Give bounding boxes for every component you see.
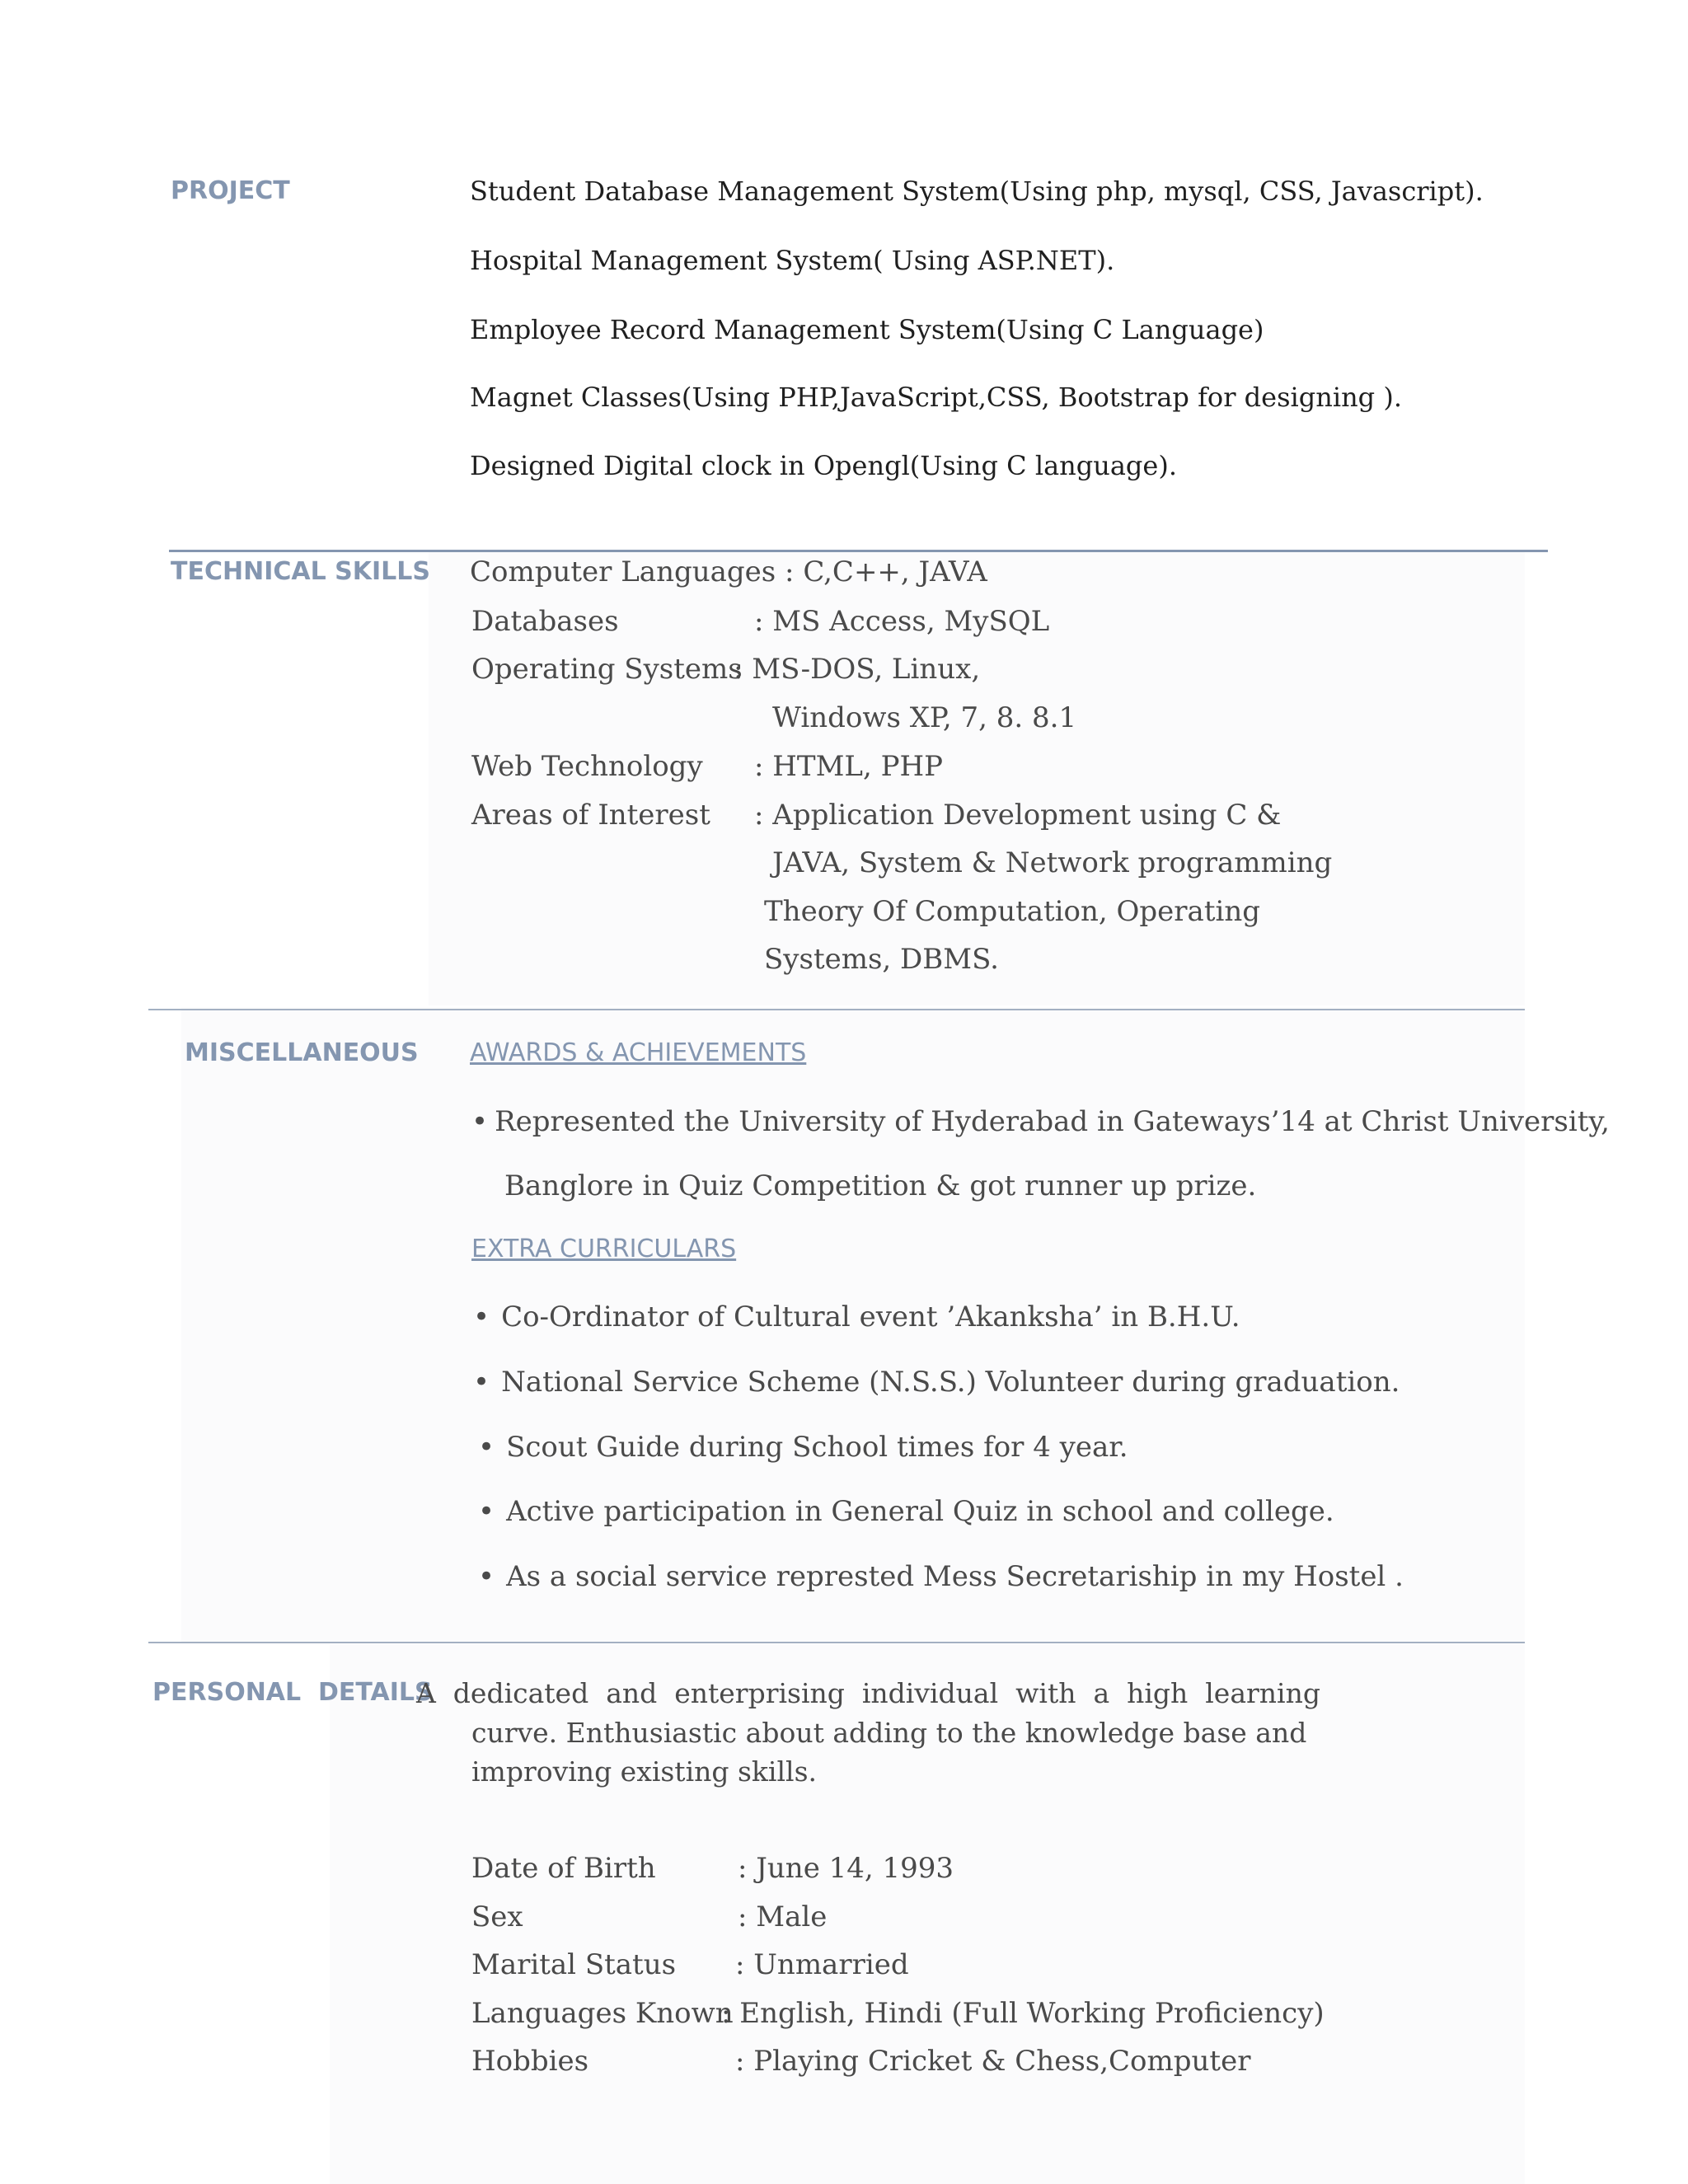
areas-of-interest-value: Systems, DBMS. xyxy=(764,943,999,976)
languages-known-key: Languages Known xyxy=(471,1997,734,2030)
bullet-icon: • xyxy=(473,1366,490,1399)
project-label: PROJECT xyxy=(171,176,290,205)
extra-text: National Service Scheme (N.S.S.) Volunteer during graduation. xyxy=(501,1366,1400,1399)
project-item: Magnet Classes(Using PHP,JavaScript,CSS, Bootstrap for designing ). xyxy=(470,382,1402,413)
section-divider xyxy=(148,1009,1525,1010)
bullet-icon: • xyxy=(478,1431,495,1464)
web-technology-value: : HTML, PHP xyxy=(754,750,944,783)
miscellaneous-label: MISCELLANEOUS xyxy=(185,1038,419,1067)
databases-value: : MS Access, MySQL xyxy=(754,605,1050,638)
project-item: Designed Digital clock in Opengl(Using C language). xyxy=(470,450,1177,481)
bullet-icon: • xyxy=(473,1301,490,1333)
award-item xyxy=(471,1104,1610,1139)
web-technology-key: Web Technology xyxy=(471,750,703,783)
extra-item xyxy=(473,1300,1240,1334)
extra-text: Scout Guide during School times for 4 year. xyxy=(506,1431,1128,1464)
project-item: Employee Record Management System(Using C Language) xyxy=(470,314,1264,345)
marital-status-key: Marital Status xyxy=(471,1948,677,1981)
areas-of-interest-value: JAVA, System & Network programming xyxy=(772,846,1333,879)
computer-languages-row: Computer Languages : C,C++, JAVA xyxy=(470,555,987,588)
areas-of-interest-value: : Application Development using C & xyxy=(754,799,1282,832)
project-item: Hospital Management System( Using ASP.NET). xyxy=(470,245,1115,276)
areas-of-interest-key: Areas of Interest xyxy=(471,799,710,832)
languages-known-value: : English, Hindi (Full Working Proficiency) xyxy=(721,1997,1325,2030)
awards-heading: AWARDS & ACHIEVEMENTS xyxy=(470,1038,807,1067)
bullet-icon: • xyxy=(471,1105,489,1138)
operating-systems-key: Operating Systems xyxy=(471,653,743,686)
extra-item xyxy=(478,1559,1404,1594)
extra-text: As a social service represted Mess Secretariship in my Hostel . xyxy=(506,1560,1404,1593)
project-item: Student Database Management System(Using php, mysql, CSS, Javascript). xyxy=(470,176,1484,207)
technical-skills-label: TECHNICAL SKILLS xyxy=(171,557,430,586)
operating-systems-value: : MS-DOS, Linux, xyxy=(734,653,981,686)
extra-item xyxy=(478,1430,1128,1465)
operating-systems-value-cont: Windows XP, 7, 8. 8.1 xyxy=(772,701,1077,734)
databases-key: Databases xyxy=(471,605,619,638)
sex-key: Sex xyxy=(471,1900,523,1933)
bullet-icon: • xyxy=(478,1495,495,1528)
extra-text: Active participation in General Quiz in school and college. xyxy=(506,1495,1334,1528)
extra-item xyxy=(473,1365,1400,1399)
award-text: Represented the University of Hyderabad in Gateways’14 at Christ University, xyxy=(495,1105,1610,1138)
section-divider xyxy=(169,550,1548,552)
hobbies-value: : Playing Cricket & Chess,Computer xyxy=(735,2045,1251,2078)
hobbies-key: Hobbies xyxy=(471,2045,589,2078)
award-item-cont: Banglore in Quiz Competition & got runner up prize. xyxy=(504,1169,1257,1202)
summary-line: improving existing skills. xyxy=(471,1755,818,1788)
areas-of-interest-value: Theory Of Computation, Operating xyxy=(764,895,1261,928)
personal-details-label: PERSONAL DETAILS xyxy=(152,1678,433,1707)
extra-item xyxy=(478,1494,1334,1529)
section-divider xyxy=(148,1642,1525,1643)
dob-key: Date of Birth xyxy=(471,1852,656,1885)
extra-curriculars-heading: EXTRA CURRICULARS xyxy=(471,1235,737,1263)
summary-line: curve. Enthusiastic about adding to the knowledge base and xyxy=(471,1717,1307,1749)
marital-status-value: : Unmarried xyxy=(735,1948,909,1981)
extra-text: Co-Ordinator of Cultural event ’Akanksha’ in B.H.U. xyxy=(501,1301,1240,1333)
sex-value: : Male xyxy=(738,1900,828,1933)
summary-line: A dedicated and enterprising individual with a high learning xyxy=(416,1677,1320,1709)
dob-value: : June 14, 1993 xyxy=(738,1852,954,1885)
bullet-icon: • xyxy=(478,1560,495,1593)
